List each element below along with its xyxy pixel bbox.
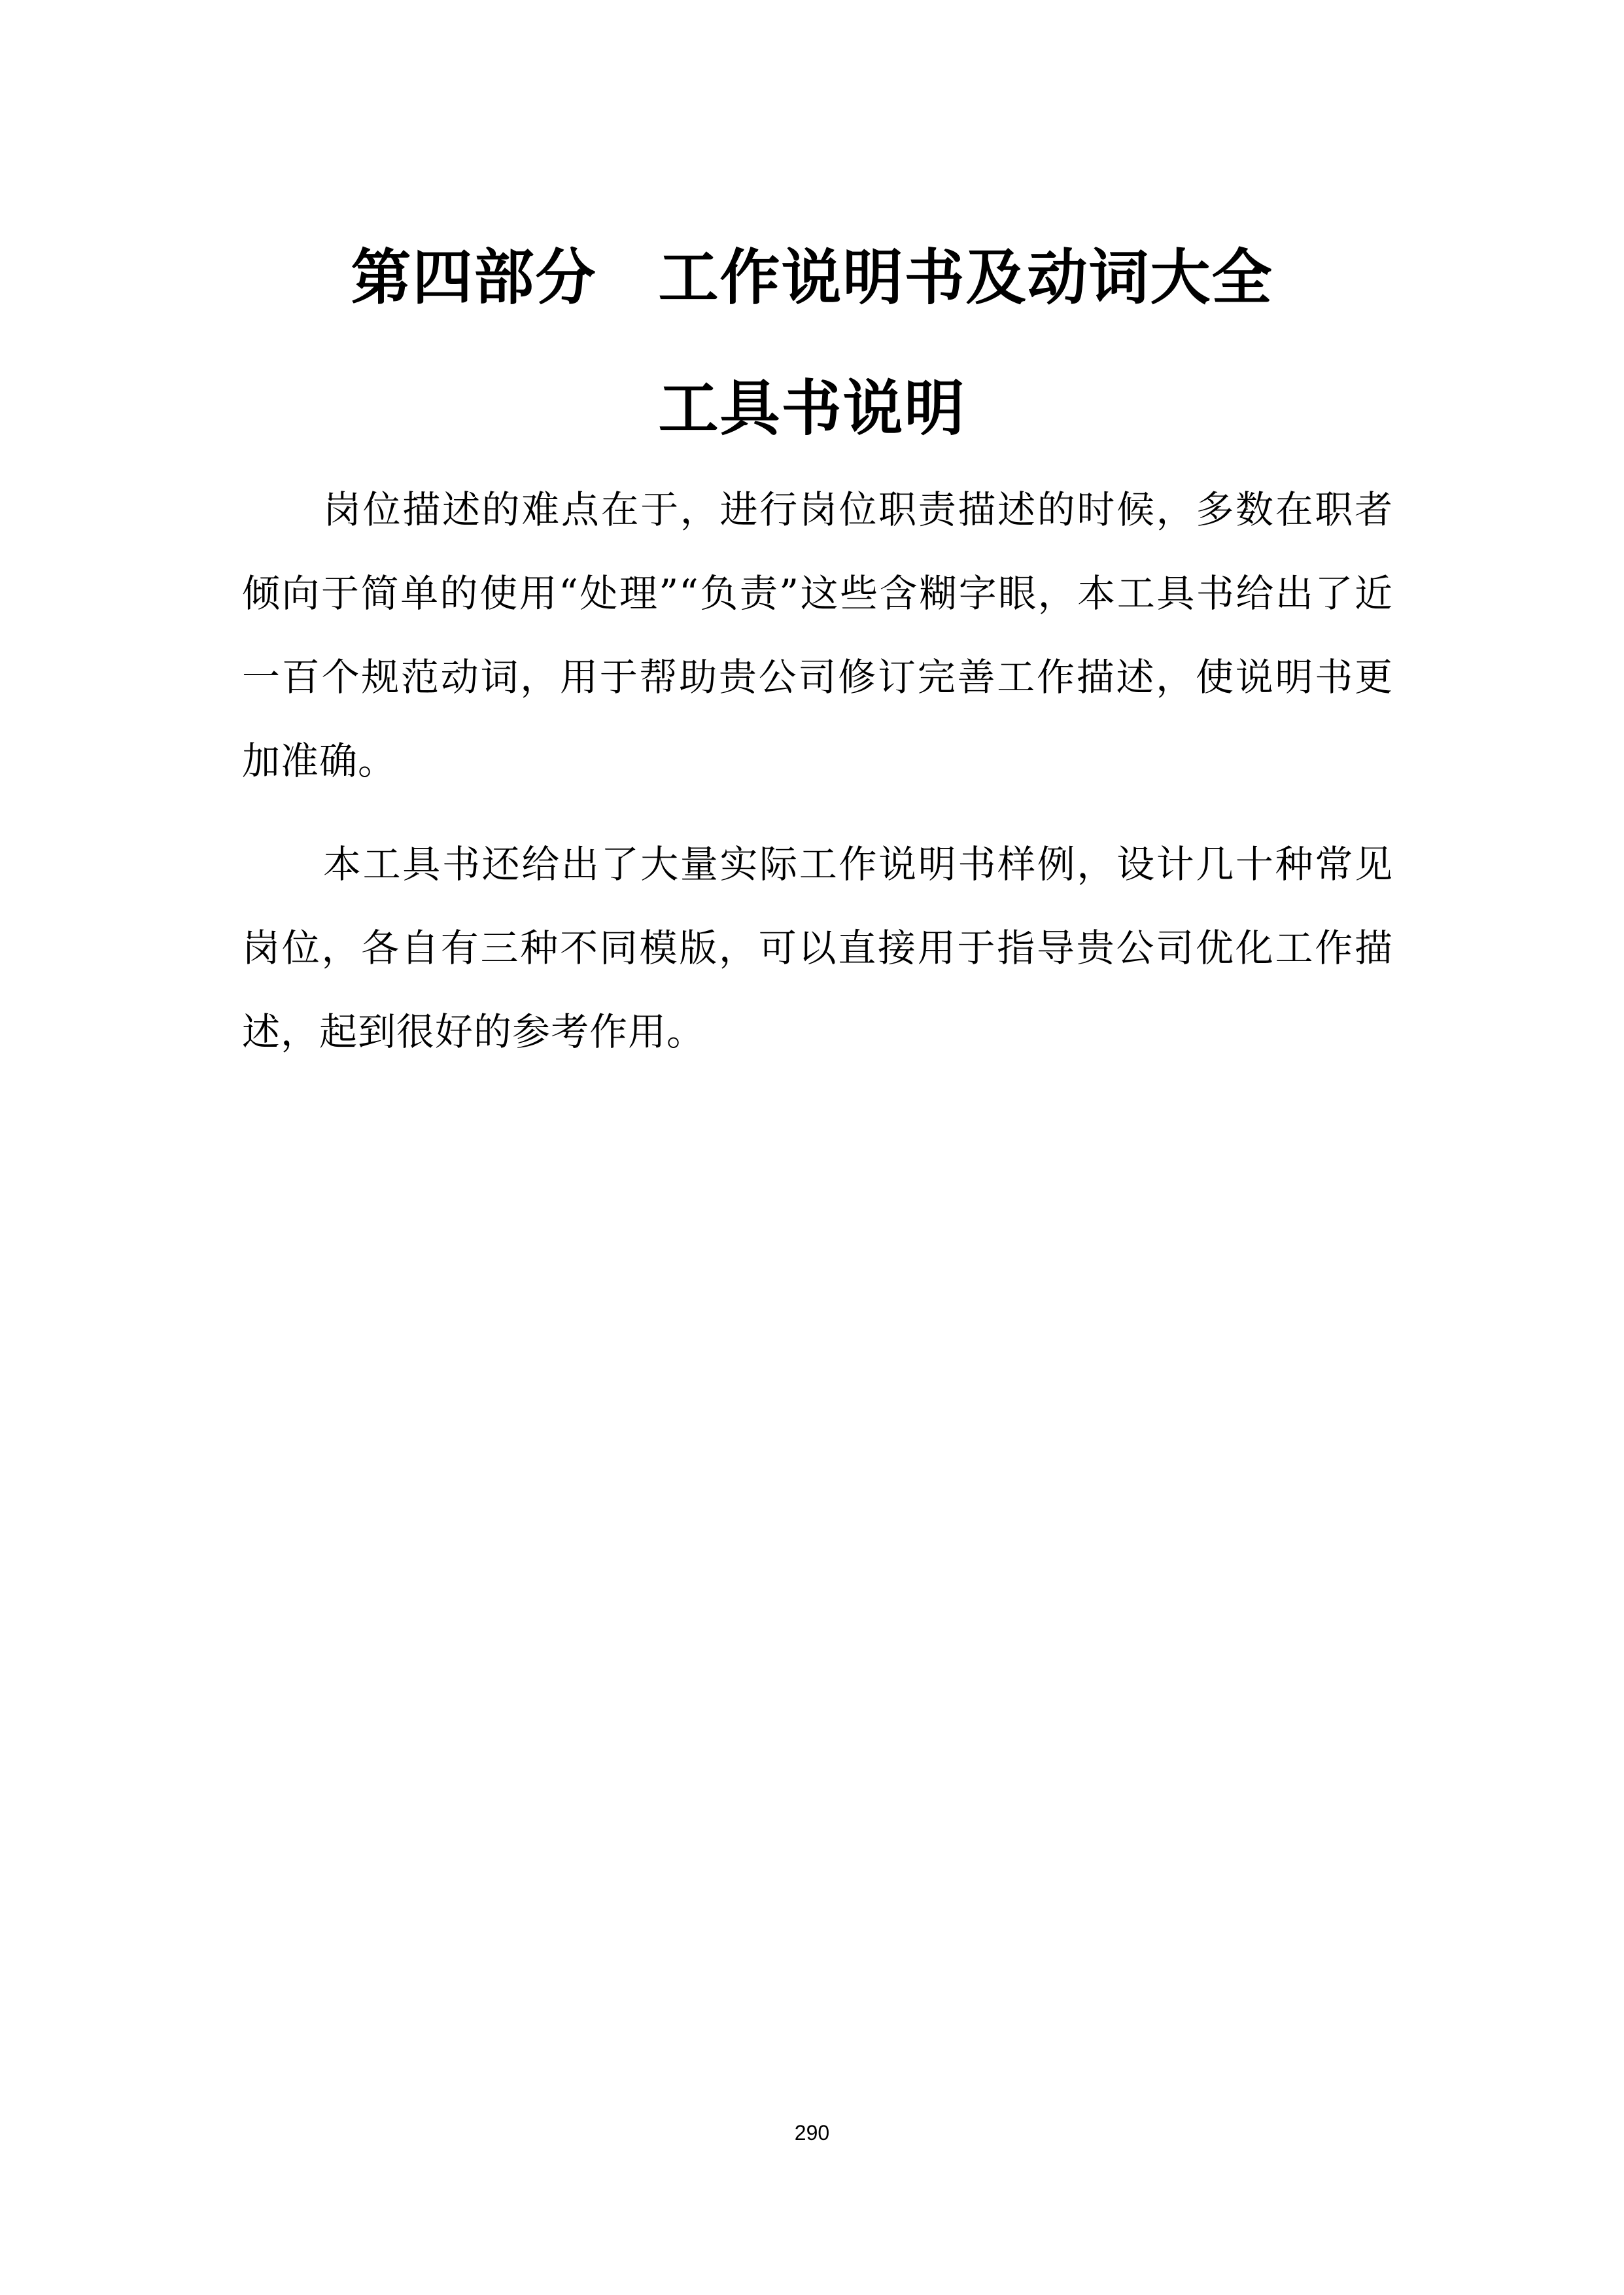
part-title: 第四部分 工作说明书及动词大全: [351, 243, 1273, 313]
page-number: 290: [794, 2121, 830, 2145]
section-title: 工具书说明: [658, 374, 966, 444]
paragraph-2: 本工具书还给出了大量实际工作说明书样例，设计几十种常见岗位，各自有三种不同模版，可以直接用于指导贵公司优化工作描述，起到很好的参考作用。: [242, 842, 1393, 1054]
paragraph-1: 岗位描述的难点在于，进行岗位职责描述的时候，多数在职者倾向于简单的使用“处理”“负责”这些含糊字眼，本工具书给出了近一百个规范动词，用于帮助贵公司修订完善工作描述，使说明书更加准确。: [242, 487, 1393, 783]
body-text: [242, 468, 1393, 1093]
